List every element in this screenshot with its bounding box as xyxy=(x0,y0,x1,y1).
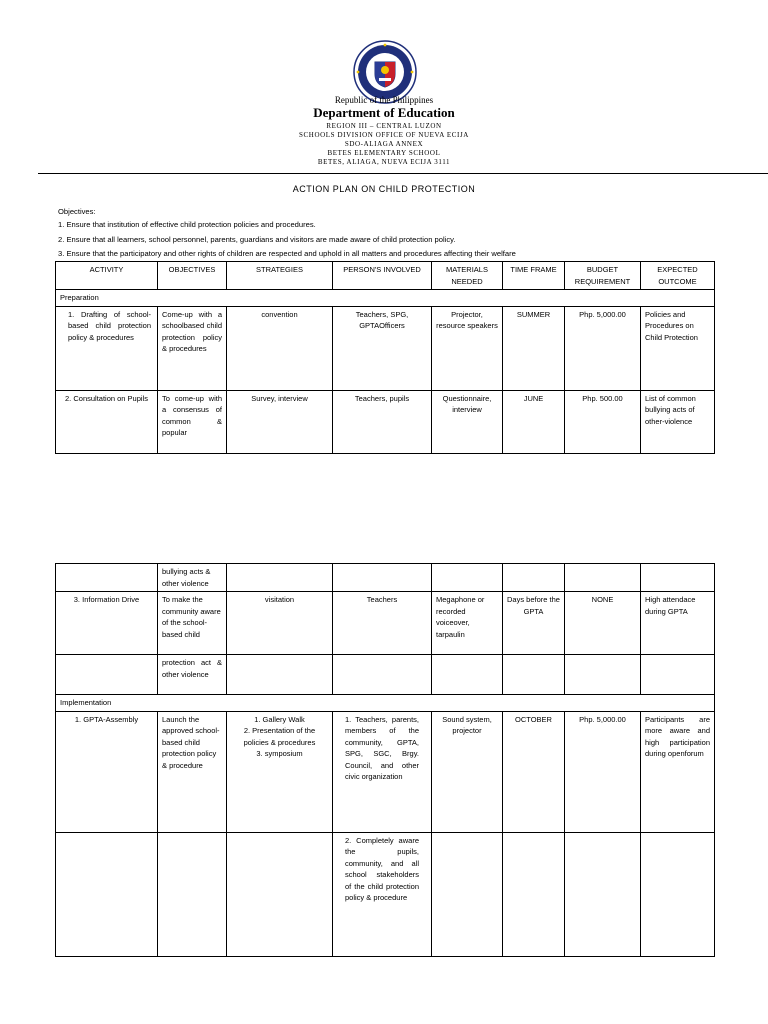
cell-materials: Sound system, projector xyxy=(432,711,503,832)
header-time-frame: TIME FRAME xyxy=(503,262,565,290)
action-plan-table-2 xyxy=(55,563,715,957)
table-row xyxy=(56,592,715,655)
header-persons: PERSON'S INVOLVED xyxy=(333,262,432,290)
division-line: SCHOOLS DIVISION OFFICE OF NUEVA ECIJA xyxy=(299,131,469,139)
cell-time-frame: OCTOBER xyxy=(503,711,565,832)
strategy-item: 2. Presentation of the policies & procedures xyxy=(243,726,316,747)
table-row xyxy=(56,390,715,453)
cell-budget: NONE xyxy=(565,592,641,655)
cell-outcome: List of common bullying acts of other-violence xyxy=(641,390,715,453)
cell-budget: Php. 5,000.00 xyxy=(565,306,641,390)
header-objectives: OBJECTIVES xyxy=(158,262,227,290)
header-budget: BUDGET REQUIREMENT xyxy=(565,262,641,290)
table-row xyxy=(56,655,715,695)
address-line: BETES, ALIAGA, NUEVA ECIJA 3111 xyxy=(317,158,451,166)
phase-label-preparation: Preparation xyxy=(56,290,715,307)
cell-activity: 2. Consultation on Pupils xyxy=(56,390,158,453)
cell-budget: Php. 5,000.00 xyxy=(565,711,641,832)
cell-materials: Questionnaire, interview xyxy=(432,390,503,453)
cell-objective: bullying acts & other violence xyxy=(158,564,227,592)
department-name: Department of Education xyxy=(313,105,455,120)
table-header-row xyxy=(56,262,715,290)
cell-strategy: convention xyxy=(227,306,333,390)
republic-line: Republic of the Philippines xyxy=(334,95,434,105)
phase-label-implementation: Implementation xyxy=(56,695,715,712)
cell-outcome: Policies and Procedures on Child Protection xyxy=(641,306,715,390)
annex-line: SDO-ALIAGA ANNEX xyxy=(344,140,424,148)
header-strategies: STRATEGIES xyxy=(227,262,333,290)
cell-strategy: Survey, interview xyxy=(227,390,333,453)
table-row xyxy=(56,711,715,832)
strategy-item: 1. Gallery Walk xyxy=(254,714,305,724)
cell-materials: Projector, resource speakers xyxy=(432,306,503,390)
objective-item: 3. Ensure that the participatory and other rights of children are respected and uphold in all matters and procedures affecting their welfare xyxy=(58,249,516,258)
objective-item: 1. Ensure that institution of effective child protection policies and procedures. xyxy=(58,220,316,229)
table-row xyxy=(56,306,715,390)
cell-persons: Teachers, SPG, GPTAOfficers xyxy=(333,306,432,390)
cell-outcome: Participants are more aware and high participation during openforum xyxy=(641,711,715,832)
cell-persons: Teachers xyxy=(333,592,432,655)
objectives-label: Objectives: xyxy=(58,207,96,216)
header-activity: ACTIVITY xyxy=(56,262,158,290)
cell-budget: Php. 500.00 xyxy=(565,390,641,453)
phase-row xyxy=(56,695,715,712)
cell-objective: Come-up with a schoolbased child protection policy & procedures xyxy=(158,306,227,390)
table-row xyxy=(56,564,715,592)
header-outcome: EXPECTED OUTCOME xyxy=(641,262,715,290)
cell-activity: 1. Drafting of school-based child protection policy & procedures xyxy=(56,306,158,390)
cell-objective: To come-up with a consensus of common & popular xyxy=(158,390,227,453)
cell-time-frame: SUMMER xyxy=(503,306,565,390)
cell-strategy: visitation xyxy=(227,592,333,655)
cell-persons: 2. Completely aware the pupils, community, and all school stakeholders of the child protection policy & procedure xyxy=(333,832,432,956)
cell-outcome: High attendace during GPTA xyxy=(641,592,715,655)
cell-persons: 1. Teachers, parents, members of the community, GPTA, SPG, SGC, Brgy. Council, and other civic organization xyxy=(333,711,432,832)
cell-strategy xyxy=(227,711,333,832)
header-materials: MATERIALS NEEDED xyxy=(432,262,503,290)
school-line: BETES ELEMENTARY SCHOOL xyxy=(327,149,441,157)
cell-materials: Megaphone or recorded voiceover, tarpaulin xyxy=(432,592,503,655)
document-title: ACTION PLAN ON CHILD PROTECTION xyxy=(292,184,476,194)
cell-objective: To make the community aware of the school-based child xyxy=(158,592,227,655)
phase-row xyxy=(56,290,715,307)
table-row xyxy=(56,832,715,956)
cell-time-frame: JUNE xyxy=(503,390,565,453)
cell-time-frame: Days before the GPTA xyxy=(503,592,565,655)
cell-activity: 1. GPTA-Assembly xyxy=(56,711,158,832)
region-line: REGION III – CENTRAL LUZON xyxy=(326,122,442,130)
cell-persons: Teachers, pupils xyxy=(333,390,432,453)
cell-objective: protection act & other violence xyxy=(158,655,227,695)
action-plan-table-1 xyxy=(55,261,715,454)
header-divider xyxy=(38,173,768,174)
objective-item: 2. Ensure that all learners, school personnel, parents, guardians and visitors are made aware of child protection policy. xyxy=(58,235,456,244)
cell-objective: Launch the approved school-based child protection policy & procedure xyxy=(158,711,227,832)
strategy-item: 3. symposium xyxy=(256,749,303,758)
cell-activity: 3. Information Drive xyxy=(56,592,158,655)
